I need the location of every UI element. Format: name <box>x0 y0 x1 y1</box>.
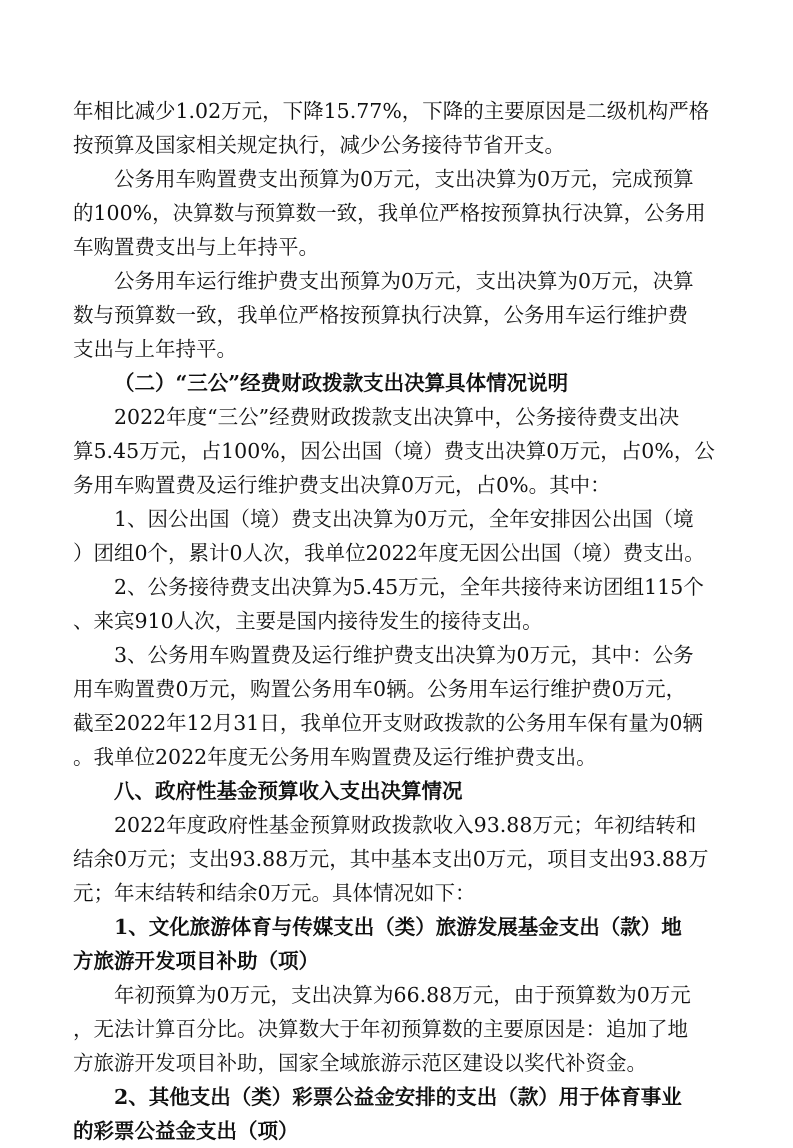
text-line: 1、因公出国（境）费支出决算为0万元，全年安排因公出国（境 <box>114 507 694 531</box>
text-line: 算5.45万元，占100%，因公出国（境）费支出决算0万元，占0%，公 <box>73 439 715 463</box>
text-line: 年相比减少1.02万元，下降15.77%，下降的主要原因是二级机构严格 <box>73 99 710 123</box>
text-line: 元；年末结转和结余0万元。具体情况如下： <box>73 881 476 905</box>
text-line: ，无法计算百分比。决算数大于年初预算数的主要原因是：追加了地 <box>73 1017 688 1041</box>
text-line: ）团组0个，累计0人次，我单位2022年度无因公出国（境）费支出。 <box>73 541 705 565</box>
heading-line: 1、文化旅游体育与传媒支出（类）旅游发展基金支出（款）地 <box>114 915 682 939</box>
text-line: 截至2022年12月31日，我单位开支财政拨款的公务用车保有量为0辆 <box>73 711 703 735</box>
text-line: 2、公务接待费支出决算为5.45万元，全年共接待来访团组115个 <box>114 575 704 599</box>
document-body <box>73 94 728 1148</box>
heading-line: 方旅游开发项目补助（项） <box>73 949 319 973</box>
text-line: 公务用车购置费支出预算为0万元，支出决算为0万元，完成预算 <box>114 167 694 191</box>
text-line: 用车购置费0万元，购置公务用车0辆。公务用车运行维护费0万元， <box>73 677 687 701</box>
text-line: 3、公务用车购置费及运行维护费支出决算为0万元，其中：公务 <box>114 643 694 667</box>
text-line: 公务用车运行维护费支出预算为0万元，支出决算为0万元，决算 <box>114 269 694 293</box>
heading-line: 八、政府性基金预算收入支出决算情况 <box>114 779 463 803</box>
text-line: 按预算及国家相关规定执行，减少公务接待节省开支。 <box>73 133 565 157</box>
text-line: 结余0万元；支出93.88万元，其中基本支出0万元，项目支出93.88万 <box>73 847 709 871</box>
text-line: 数与预算数一致，我单位严格按预算执行决算，公务用车运行维护费 <box>73 303 688 327</box>
text-line: 方旅游开发项目补助，国家全域旅游示范区建设以奖代补资金。 <box>73 1051 647 1075</box>
text-line: 支出与上年持平。 <box>73 337 237 361</box>
text-line: 务用车购置费及运行维护费支出决算0万元，占0%。其中： <box>73 473 611 497</box>
text-line: 的100%，决算数与预算数一致，我单位严格按预算执行决算，公务用 <box>73 201 706 225</box>
text-line: 2022年度政府性基金预算财政拨款收入93.88万元；年初结转和 <box>114 813 697 837</box>
text-line: 车购置费支出与上年持平。 <box>73 235 319 259</box>
text-line: 2022年度“三公”经费财政拨款支出决算中，公务接待费支出决 <box>114 405 680 429</box>
text-line: 、来宾910人次，主要是国内接待发生的接待支出。 <box>73 609 543 633</box>
text-line: 年初预算为0万元，支出决算为66.88万元，由于预算数为0万元 <box>114 983 691 1007</box>
heading-line: （二）“三公”经费财政拨款支出决算具体情况说明 <box>114 371 569 395</box>
heading-line: 的彩票公益金支出（项） <box>73 1119 299 1143</box>
text-line: 。我单位2022年度无公务用车购置费及运行维护费支出。 <box>73 745 597 769</box>
heading-line: 2、其他支出（类）彩票公益金安排的支出（款）用于体育事业 <box>114 1085 682 1109</box>
